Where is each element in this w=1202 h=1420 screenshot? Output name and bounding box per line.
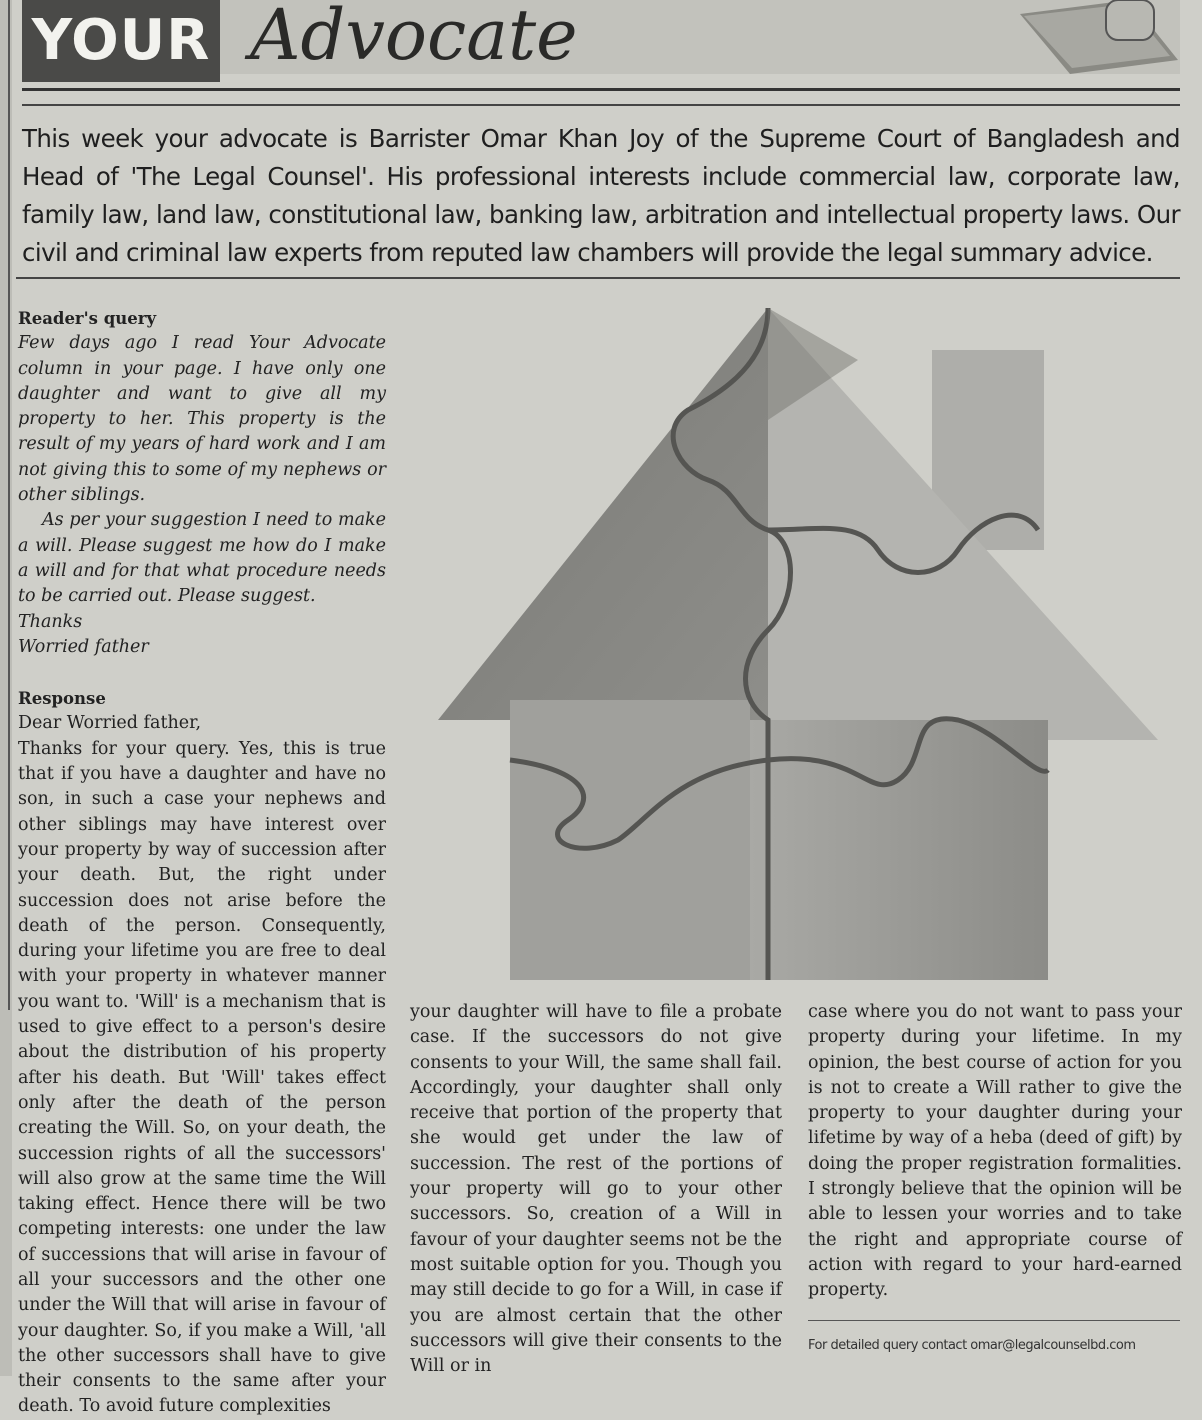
header-your-label: YOUR bbox=[22, 0, 220, 82]
page-edge bbox=[0, 0, 12, 1376]
book-gavel-icon bbox=[1010, 0, 1180, 74]
article-column-3 bbox=[808, 1000, 1182, 1304]
query-paragraph-2: As per your suggestion I need to make a will. Please suggest me how do I make a will and for that what procedure needs to be carried out. Please suggest. bbox=[18, 510, 386, 607]
query-heading: Reader's query bbox=[18, 309, 157, 328]
article-column-2 bbox=[410, 1000, 782, 1379]
response-body-part-2: your daughter will have to file a probate case. If the successors do not give consents to your Will, the same shall fail. Accordingly, your daughter shall only receive that portion of the property that she would get under the law of succession. The rest of the portions of your property will go to your other successors. So, creation of a Will in favour of your daughter seems not be the most suitable option for you. Though you may still decide to go for a Will, in case if you are almost certain that the other successors will give their consents to the Will or in bbox=[410, 1002, 782, 1377]
column-header bbox=[22, 0, 1180, 86]
puzzle-house-illustration bbox=[438, 300, 1160, 990]
header-rule bbox=[22, 88, 1180, 91]
query-paragraph-1: Few days ago I read Your Advocate column in your page. I have only one daughter and want to give all my property to her. This property is the result of my years of hard work and I am not giving this to some of my nephews or other siblings. bbox=[18, 333, 386, 506]
query-thanks: Thanks bbox=[18, 611, 83, 632]
header-advocate-title: Advocate bbox=[250, 0, 578, 76]
article-column-1 bbox=[18, 306, 386, 1420]
query-signoff: Worried father bbox=[18, 636, 149, 657]
response-body-part-1: Thanks for your query. Yes, this is true that if you have a daughter and have no son, in such a case your nephews and other siblings may have interest over your property by way of succession after your death. But, the right under succession does not arise before the death of the person. Consequently, during your lifetime you are free to deal with your property in whatever manner you want to. 'Will' is a mechanism that is used to give effect to a person's desire about the distribution of his property after his death. But 'Will' takes effect only after the death of the person creating the Will. So, on your death, the succession rights of all the successors' will also grow at the same time the Will taking effect. Hence there will be two competing interests: one under the law of successions that will arise in favour of all your successors and the other one under the Will that will arise in favour of your daughter. So, if you make a Will, 'all the other successors shall have to give their consents to the same after your death. To avoid future complexities bbox=[18, 738, 386, 1417]
intro-bottom-rule bbox=[16, 277, 1180, 279]
left-column-rule bbox=[8, 0, 10, 1010]
intro-top-rule bbox=[22, 104, 1180, 106]
response-body-part-3: case where you do not want to pass your property during your lifetime. In my opinion, the best course of action for you is not to create a Will rather to give the property to your daughter during your lifetime by way of a heba (deed of gift) by doing the proper registration formalities. I strongly believe that the opinion will be able to lessen your worries and to take the right and appropriate course of action with regard to your hard-earned property. bbox=[808, 1002, 1182, 1301]
response-heading: Response bbox=[18, 689, 106, 709]
contact-line: For detailed query contact omar@legalcounselbd.com bbox=[808, 1338, 1136, 1353]
response-salutation: Dear Worried father, bbox=[18, 713, 202, 734]
contact-rule bbox=[808, 1320, 1180, 1321]
intro-paragraph: This week your advocate is Barrister Omar Khan Joy of the Supreme Court of Bangladesh and Head of 'The Legal Counsel'. His professional interests include commercial law, corporate law, family law, land law, constitutional law, banking law, arbitration and intellectual property laws. Our civil and criminal law experts from reputed law chambers will provide the legal summary advice. bbox=[22, 124, 1180, 267]
